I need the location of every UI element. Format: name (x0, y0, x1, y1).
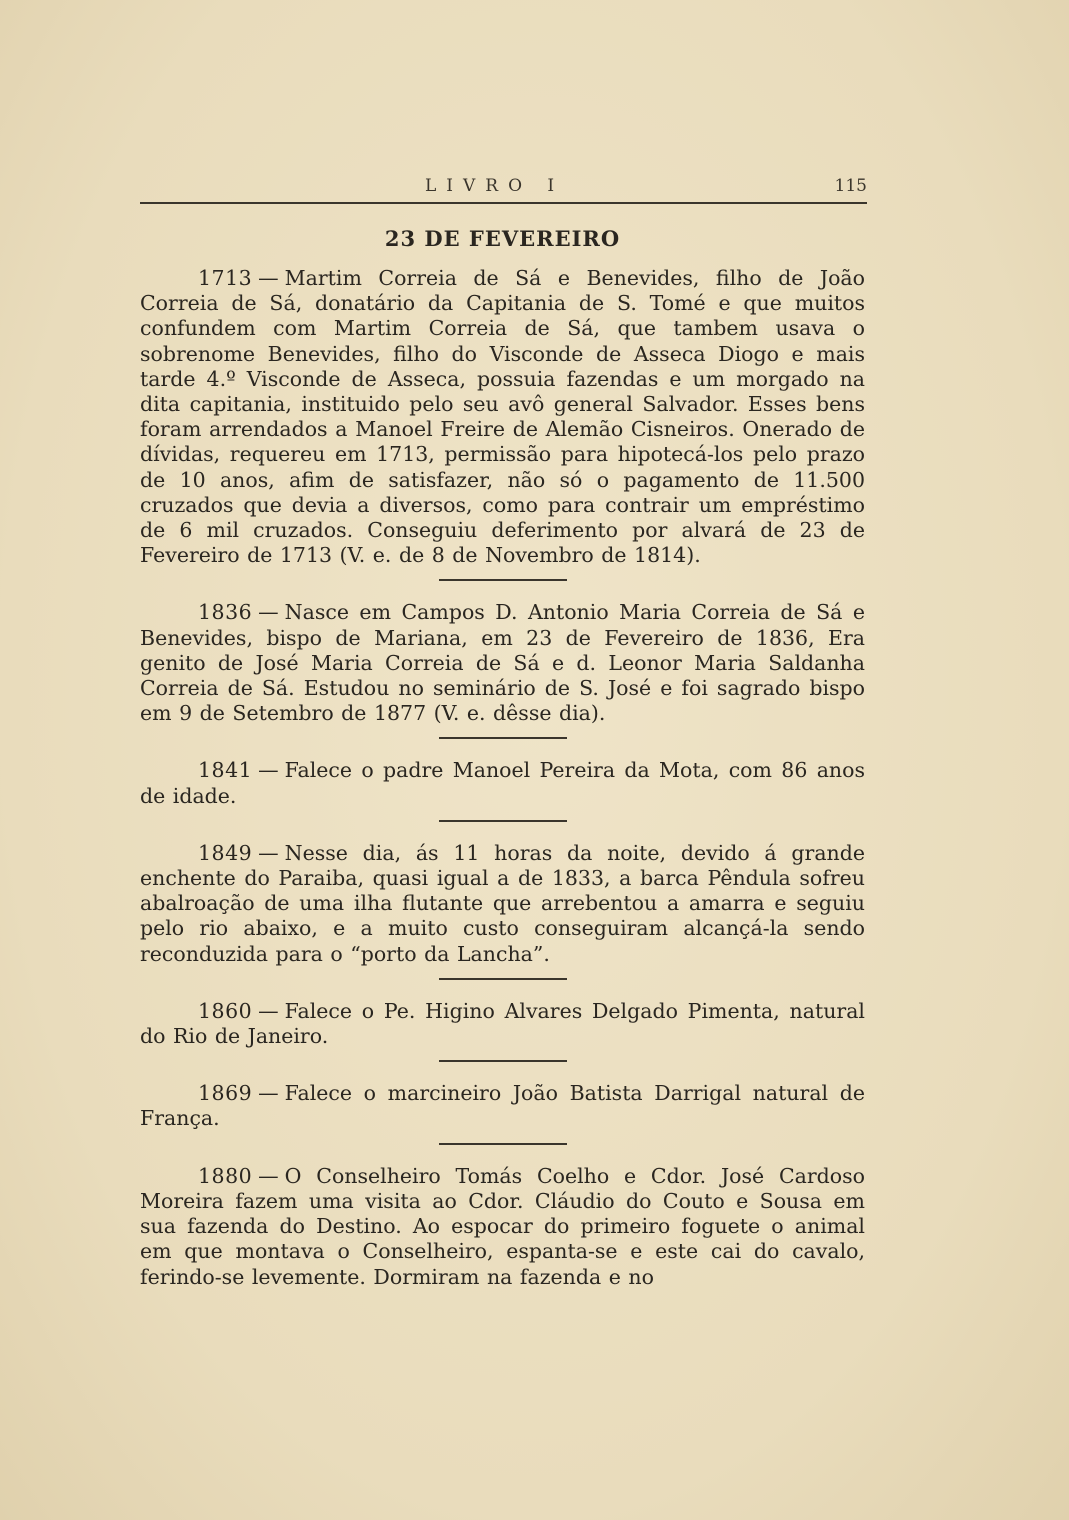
entry-dash: — (258, 1163, 279, 1188)
page-number: 115 (834, 176, 867, 196)
entry-text: Nasce em Campos D. Antonio Maria Correia de Sá e Benevides, bispo de Mariana, em 23 de Fevereiro de 1836, Era genito de José Maria Correia de Sá e d. Leonor Maria Saldanha Correia de Sá. Estudou no seminário de S. José e foi sagrado bispo em 9 de Setembro de 1877 (V. e. dêsse dia). (140, 600, 865, 726)
entry-divider (439, 978, 567, 980)
entry-year: 1713 (198, 266, 253, 290)
entry-text: Falece o padre Manoel Pereira da Mota, com 86 anos de idade. (140, 758, 865, 808)
entry-divider (439, 1060, 567, 1062)
entry-year: 1860 (198, 998, 253, 1023)
entry-year: 1880 (198, 1163, 253, 1188)
entry-dash: — (258, 840, 279, 865)
entry-year: 1849 (198, 840, 253, 865)
entry-1849 (140, 841, 865, 967)
entry-1860 (140, 999, 865, 1049)
entry-text: Falece o marcineiro João Batista Darrigal natural de França. (140, 1081, 865, 1131)
section-title: 23 DE FEVEREIRO (384, 226, 621, 251)
entry-text: Martim Correia de Sá e Benevides, filho de João Correia de Sá, donatário da Capitania de S. Tomé e que muitos confundem com Martim Correia de Sá, que tambem usava o sobrenome Benevides, filho do Visconde de Asseca Diogo e mais tarde 4.º Visconde de Asseca, possuia fazendas e um morgado na dita capitania, instituido pelo seu avô general Salvador. Esses bens foram arrendados a Manoel Freire de Alemão Cisneiros. Onerado de dívidas, requereu em 1713, permissão para hipotecá-los pelo prazo de 10 anos, afim de satisfazer, não só o pagamento de 11.500 cruzados que devia a diversos, como para contrair um empréstimo de 6 mil cruzados. Conseguiu deferimento por alvará de 23 de Fevereiro de 1713 (V. e. de 8 de Novembro de 1814). (140, 266, 865, 568)
entry-year: 1841 (198, 758, 253, 783)
entry-divider (439, 820, 567, 822)
entry-divider (439, 579, 567, 581)
entry-dash: — (258, 1081, 279, 1106)
entry-divider (439, 1143, 567, 1145)
entry-dash: — (258, 600, 279, 625)
entry-1713 (140, 266, 865, 568)
entry-dash: — (258, 266, 279, 290)
entry-divider (439, 737, 567, 739)
entry-text: O Conselheiro Tomás Coelho e Cdor. José Cardoso Moreira fazem uma visita ao Cdor. Cláudio do Couto e Sousa em sua fazenda do Destino. Ao espocar do primeiro foguete o animal em que montava o Conselheiro, espanta-se e este cai do cavalo, ferindo-se levemente. Dormiram na fazenda e no (140, 1163, 865, 1289)
entry-1880 (140, 1164, 865, 1290)
entry-year: 1836 (198, 600, 253, 625)
entry-dash: — (258, 758, 279, 783)
page-header (140, 176, 867, 204)
entry-text: Nesse dia, ás 11 horas da noite, devido á grande enchente do Paraiba, quasi igual a de 1833, a barca Pêndula sofreu abalroação de uma ilha flutante que arrebentou a amarra e seguiu pelo rio abaixo, e a muito custo conseguiram alcançá-la sendo reconduzida para o “porto da Lancha”. (140, 840, 865, 966)
entry-year: 1869 (198, 1081, 253, 1106)
entry-1869 (140, 1081, 865, 1131)
running-head: LIVRO I (425, 176, 565, 196)
entry-1841 (140, 758, 865, 808)
entry-1836 (140, 600, 865, 726)
entry-dash: — (258, 998, 279, 1023)
page-body (140, 226, 865, 1290)
entry-text: Falece o Pe. Higino Alvares Delgado Pimenta, natural do Rio de Janeiro. (140, 998, 865, 1049)
